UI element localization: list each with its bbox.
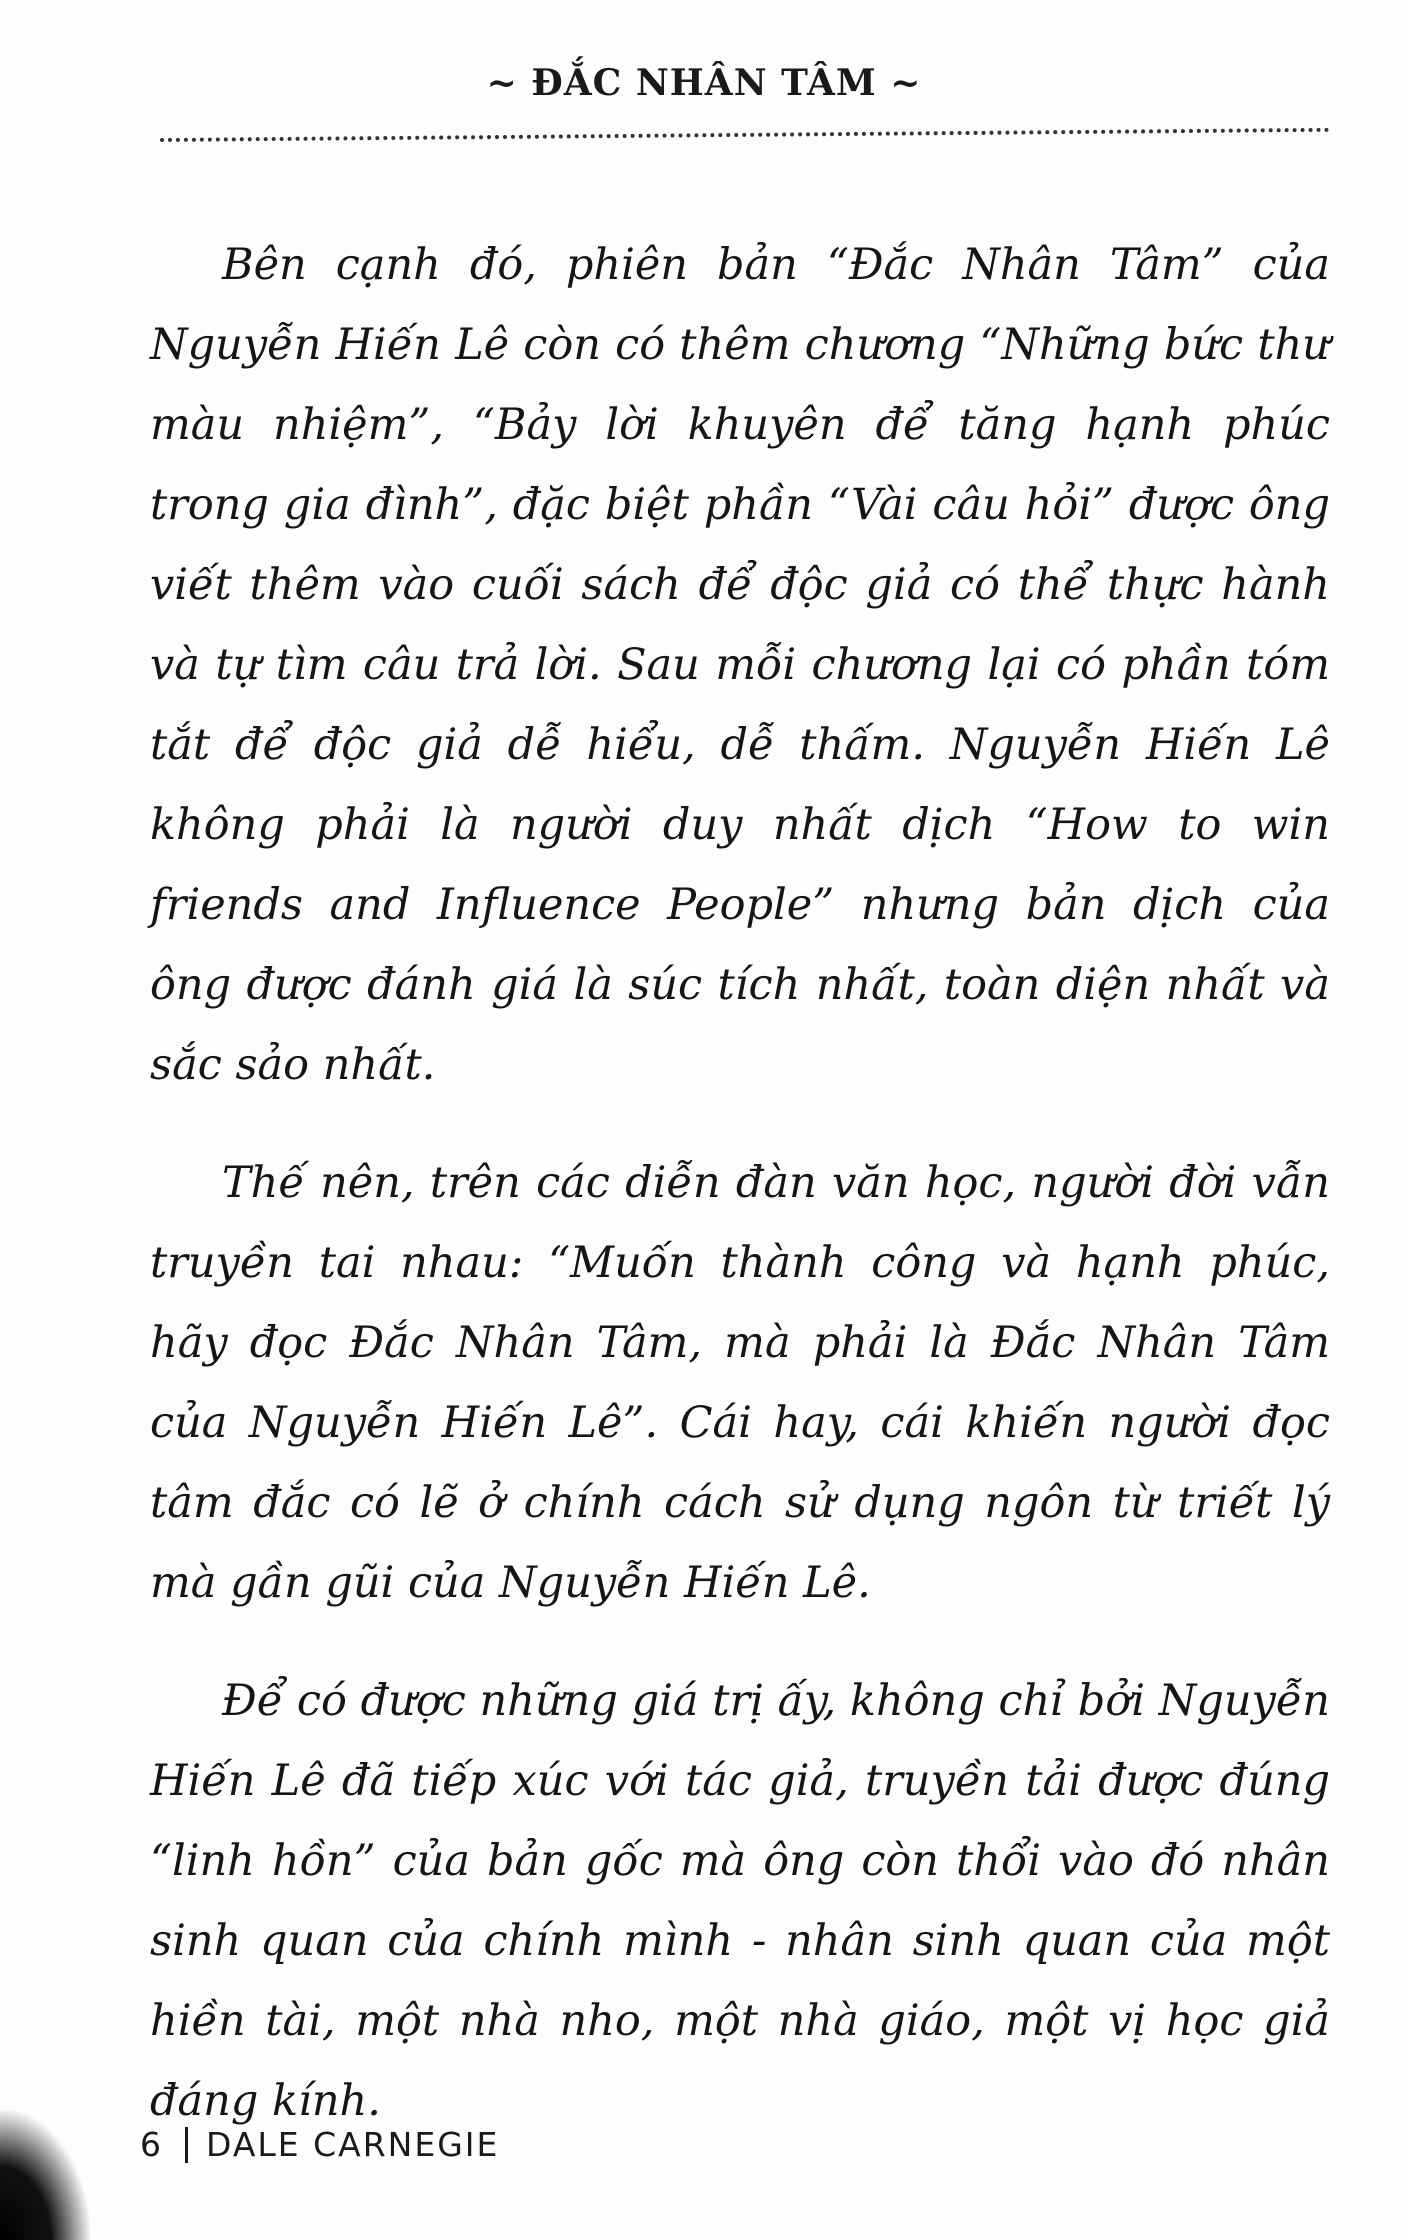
header-dotted-rule bbox=[160, 128, 1330, 142]
paragraph-2: Thế nên, trên các diễn đàn văn học, người đời vẫn truyền tai nhau: “Muốn thành công và hạnh phúc, hãy đọc Đắc Nhân Tâm, mà phải là Đắc Nhân Tâm của Nguyễn Hiến Lê”. Cái hay, cái khiến người đọc tâm đắc có lẽ ở chính cách sử dụng ngôn từ triết lý mà gần gũi của Nguyễn Hiến Lê. bbox=[150, 1158, 1330, 1608]
scan-corner-shadow bbox=[0, 2110, 90, 2240]
running-header-title: ~ ĐẮC NHÂN TÂM ~ bbox=[486, 62, 922, 104]
footer-separator bbox=[185, 2127, 188, 2163]
paragraph-1: Bên cạnh đó, phiên bản “Đắc Nhân Tâm” của Nguyễn Hiến Lê còn có thêm chương “Những bức thư màu nhiệm”, “Bảy lời khuyên để tăng hạnh phúc trong gia đình”, đặc biệt phần “Vài câu hỏi” được ông viết thêm vào cuối sách để độc giả có thể thực hành và tự tìm câu trả lời. Sau mỗi chương lại có phần tóm tắt để độc giả dễ hiểu, dễ thấm. Nguyễn Hiến Lê không phải là người duy nhất dịch “How to win friends and Influence People” nhưng bản dịch của ông được đánh giá là súc tích nhất, toàn diện nhất và sắc sảo nhất. bbox=[150, 240, 1330, 1090]
page-footer bbox=[140, 2125, 499, 2164]
paragraph-3: Để có được những giá trị ấy, không chỉ bởi Nguyễn Hiến Lê đã tiếp xúc với tác giả, truyền tải được đúng “linh hồn” của bản gốc mà ông còn thổi vào đó nhân sinh quan của chính mình - nhân sinh quan của một hiền tài, một nhà nho, một nhà giáo, một vị học giả đáng kính. bbox=[150, 1676, 1330, 2126]
body-text bbox=[150, 225, 1330, 2179]
page-number: 6 bbox=[140, 2125, 163, 2164]
footer-author: DALE CARNEGIE bbox=[206, 2125, 500, 2164]
